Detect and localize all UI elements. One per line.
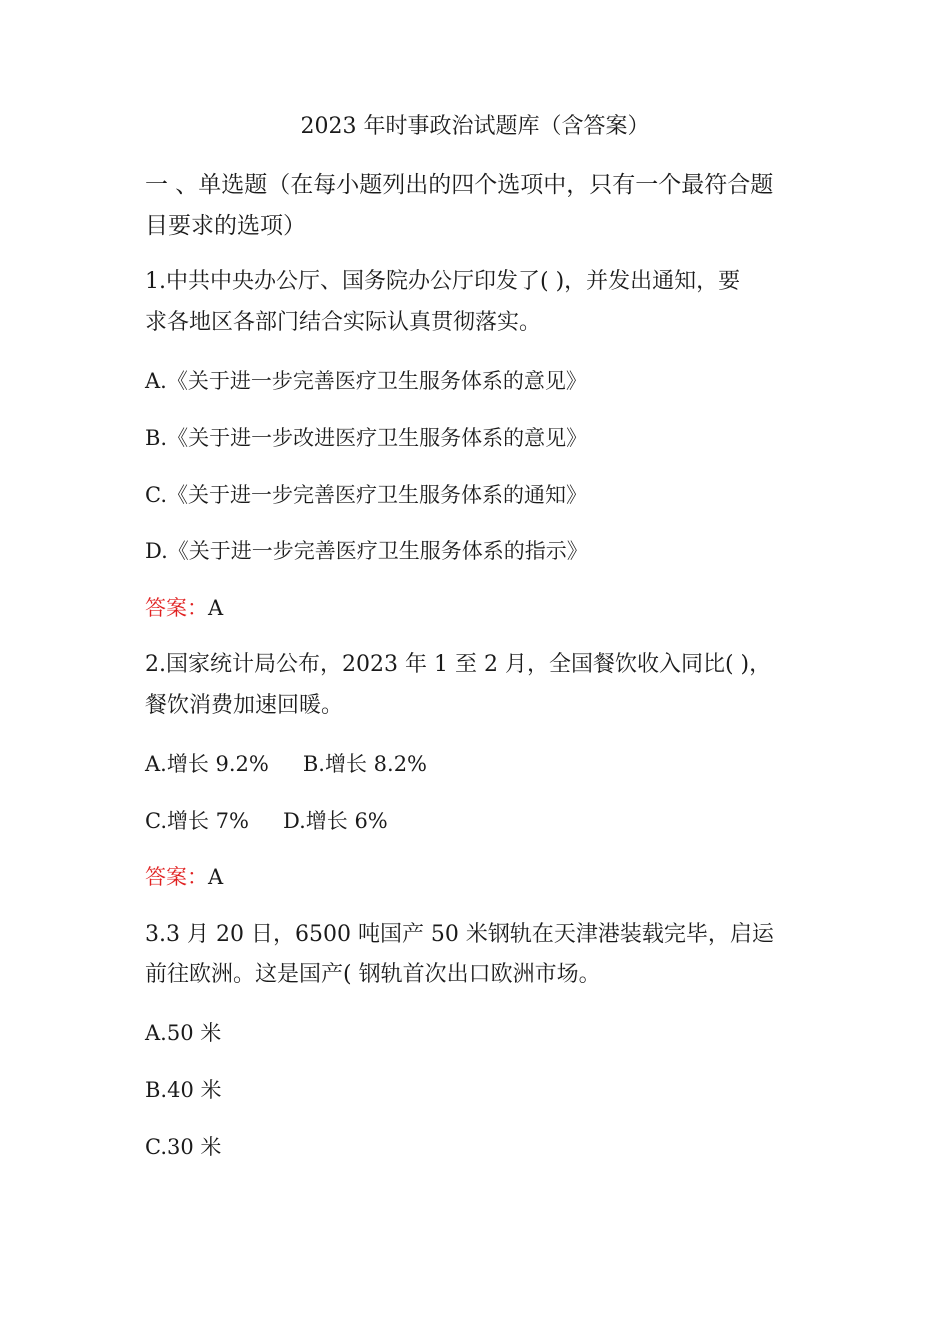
question-2-options-row-2 — [145, 806, 388, 836]
question-1-option-b: B.《关于进一步改进医疗卫生服务体系的意见》 — [145, 426, 588, 450]
question-1-option-c: C.《关于进一步完善医疗卫生服务体系的通知》 — [145, 483, 587, 507]
question-2-stem-line-2: 餐饮消费加速回暖。 — [145, 693, 344, 718]
question-2-option-b: B.增长 8.2% — [302, 752, 428, 776]
question-3-stem-line-2: 前往欧洲。这是国产( 钢轨首次出口欧洲市场。 — [145, 962, 601, 987]
question-1-option-d: D.《关于进一步完善医疗卫生服务体系的指示》 — [145, 539, 588, 563]
document-title: 2023 年时事政治试题库（含答案） — [300, 114, 650, 139]
answer-value: A — [208, 596, 224, 620]
answer-label: 答案： — [145, 596, 208, 620]
question-2-option-d: D.增长 6% — [283, 809, 388, 833]
section-heading-line-1: 一 、单选题（在每小题列出的四个选项中，只有一个最符合题 — [145, 172, 774, 198]
section-heading-line-2: 目要求的选项） — [145, 213, 306, 239]
question-1-stem-line-1: 1.中共中央办公厅、国务院办公厅印发了( )，并发出通知，要 — [145, 269, 741, 294]
question-3-stem-line-1: 3.3 月 20 日，6500 吨国产 50 米钢轨在天津港装载完毕，启运 — [145, 922, 774, 947]
question-1-option-a: A.《关于进一步完善医疗卫生服务体系的意见》 — [145, 369, 587, 393]
question-1-answer — [145, 593, 223, 623]
question-3-option-a: A.50 米 — [145, 1021, 222, 1045]
question-3-option-c: C.30 米 — [145, 1135, 222, 1159]
question-2-stem-line-1: 2.国家统计局公布，2023 年 1 至 2 月，全国餐饮收入同比( )， — [145, 652, 772, 677]
question-1-stem-line-2: 求各地区各部门结合实际认真贯彻落实。 — [145, 310, 542, 335]
answer-value: A — [208, 865, 224, 889]
question-2-answer — [145, 862, 223, 892]
answer-label: 答案： — [145, 865, 208, 889]
question-2-options-row-1 — [145, 749, 427, 779]
question-2-option-c: C.增长 7% — [145, 809, 249, 833]
question-2-option-a: A.增长 9.2% — [145, 752, 269, 776]
question-3-option-b: B.40 米 — [145, 1078, 222, 1102]
